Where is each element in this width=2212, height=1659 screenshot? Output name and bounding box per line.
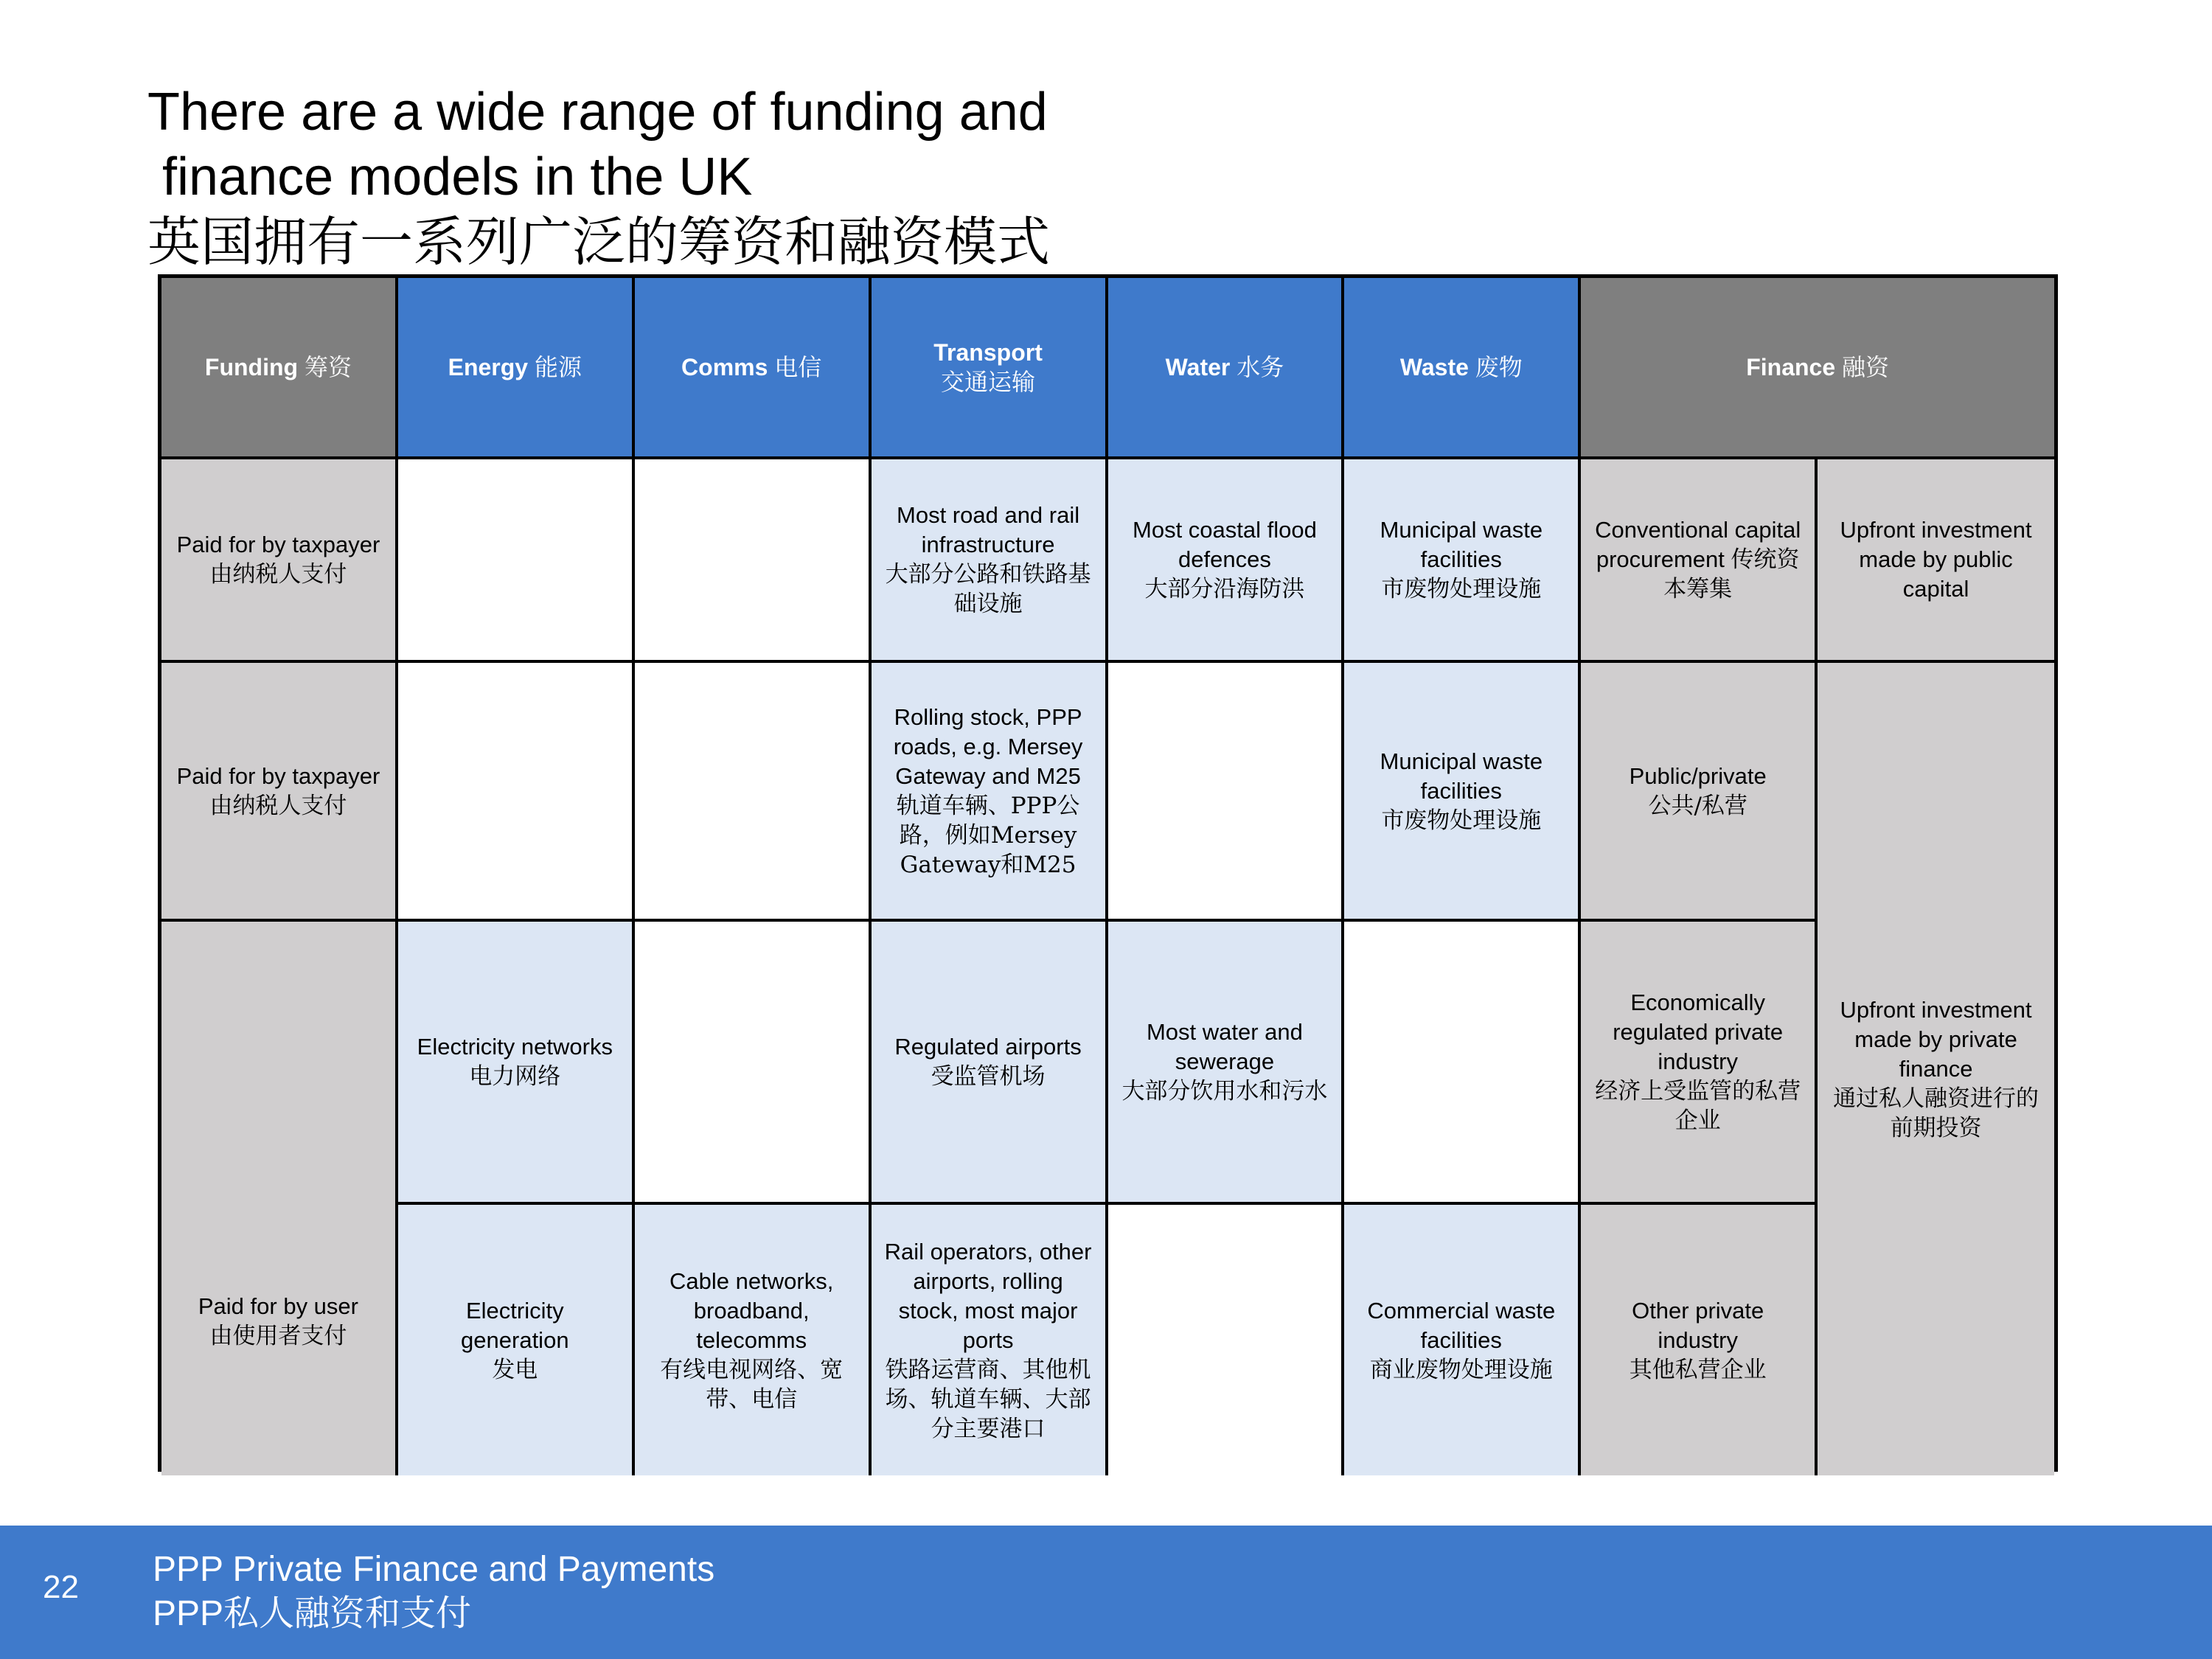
row2-transport: Rolling stock, PPP roads, e.g. Mersey Gateway and M25 轨道车辆、PPP公路，例如Mersey Gateway和M25	[872, 663, 1108, 922]
row3-comms-empty	[635, 922, 872, 1205]
row4-water-empty	[1108, 1205, 1345, 1475]
header-finance: Finance 融资	[1581, 278, 2054, 459]
row4-finance: Other private industry 其他私营企业	[1581, 1205, 1818, 1475]
funding-finance-table	[158, 274, 2058, 1472]
header-transport: Transport 交通运输	[872, 278, 1108, 459]
title-line-2: finance models in the UK	[162, 147, 753, 206]
upfront-private-finance: Upfront investment made by private finance 通过私人融资进行的前期投资	[1818, 663, 2054, 1475]
row2-waste: Municipal waste facilities 市废物处理设施	[1344, 663, 1581, 922]
row1-funding: Paid for by taxpayer 由纳税人支付	[161, 459, 398, 663]
title-line-1: There are a wide range of funding and	[147, 83, 1048, 142]
footer-line-1: PPP Private Finance and Payments	[153, 1550, 715, 1589]
slide-title	[147, 80, 1180, 274]
row1-energy-empty	[398, 459, 635, 663]
header-funding: Funding 筹资	[161, 278, 398, 459]
row1-waste: Municipal waste facilities 市废物处理设施	[1344, 459, 1581, 663]
row1-water: Most coastal flood defences 大部分沿海防洪	[1108, 459, 1345, 663]
row3-waste-empty	[1344, 922, 1581, 1205]
row4-waste: Commercial waste facilities 商业废物处理设施	[1344, 1205, 1581, 1475]
header-waste: Waste 废物	[1344, 278, 1581, 459]
row3-transport: Regulated airports 受监管机场	[872, 922, 1108, 1205]
header-water: Water 水务	[1108, 278, 1345, 459]
row2-funding: Paid for by taxpayer 由纳税人支付	[161, 663, 398, 922]
page-number: 22	[43, 1569, 79, 1605]
row4-energy: Electricity generation 发电	[398, 1205, 635, 1475]
row2-energy-empty	[398, 663, 635, 922]
row2-finance: Public/private 公共/私营	[1581, 663, 1818, 922]
footer-line-2: PPP私人融资和支付	[153, 1594, 472, 1633]
row1-comms-empty	[635, 459, 872, 663]
row2-water-empty	[1108, 663, 1345, 922]
row1-finance: Conventional capital procurement 传统资本筹集	[1581, 459, 1818, 663]
row-user-funding: Paid for by user 由使用者支付	[161, 922, 398, 1475]
row2-comms-empty	[635, 663, 872, 922]
row1-transport: Most road and rail infrastructure 大部分公路和铁路基础设施	[872, 459, 1108, 663]
footer-text	[153, 1548, 714, 1636]
header-energy: Energy 能源	[398, 278, 635, 459]
header-comms: Comms 电信	[635, 278, 872, 459]
row4-transport: Rail operators, other airports, rolling stock, most major ports 铁路运营商、其他机场、轨道车辆、大部分主要港口	[872, 1205, 1108, 1475]
row3-finance: Economically regulated private industry 经济上受监管的私营企业	[1581, 922, 1818, 1205]
row3-energy: Electricity networks 电力网络	[398, 922, 635, 1205]
title-line-3-chinese: 英国拥有一系列广泛的筹资和融资模式	[147, 211, 1051, 273]
row4-comms: Cable networks, broadband, telecomms 有线电视网络、宽带、电信	[635, 1205, 872, 1475]
row3-water: Most water and sewerage 大部分饮用水和污水	[1108, 922, 1345, 1205]
upfront-public-capital: Upfront investment made by public capital	[1818, 459, 2054, 663]
